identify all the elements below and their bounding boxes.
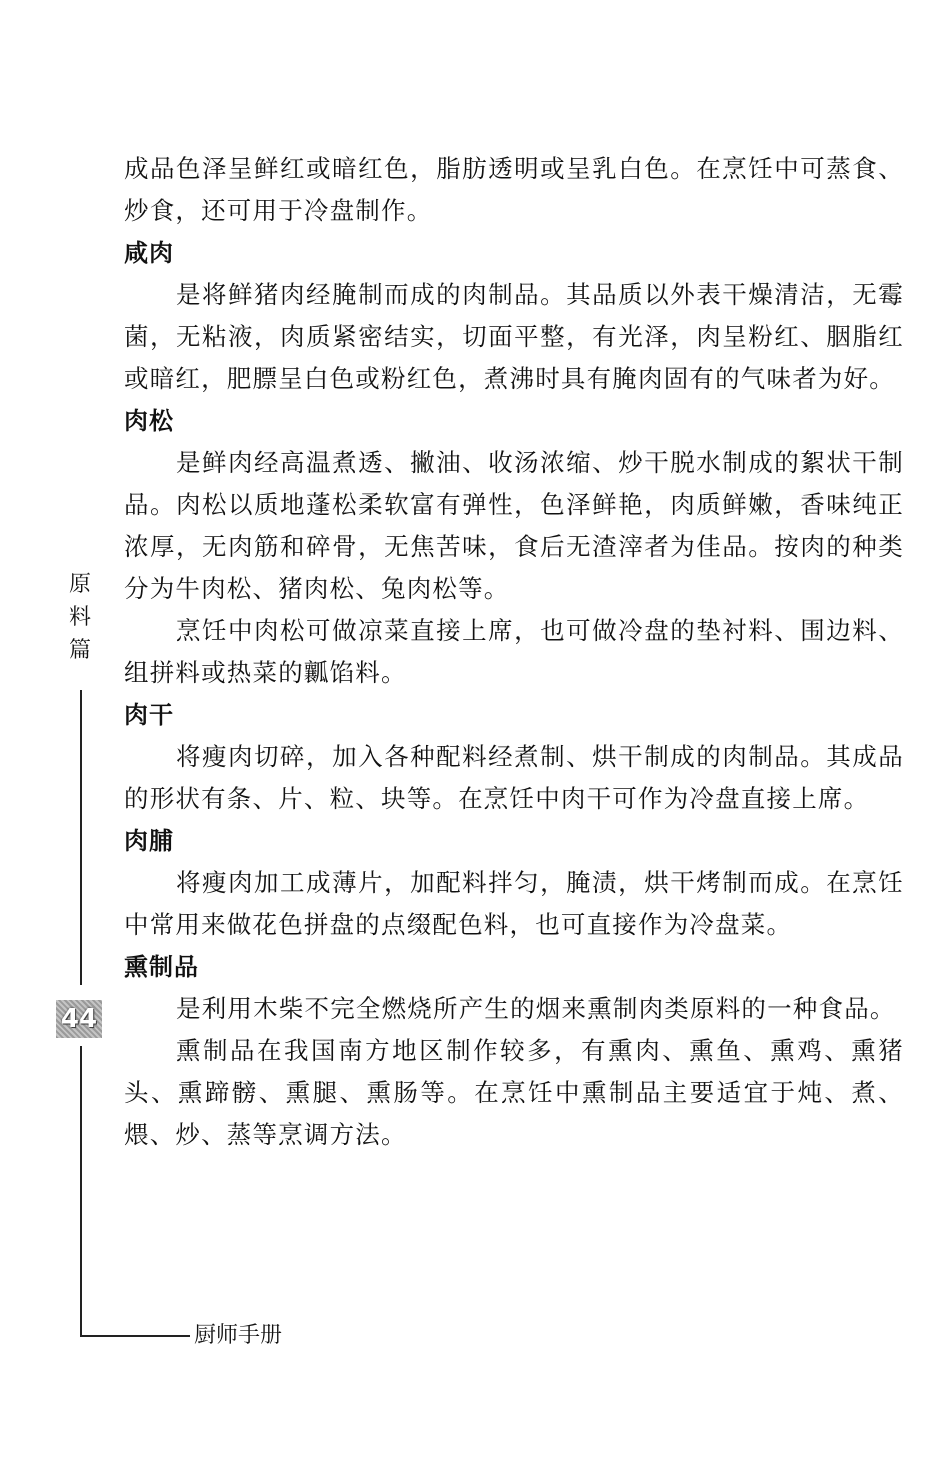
margin-rule-lower	[80, 1046, 82, 1336]
section-heading: 咸肉	[124, 239, 174, 267]
paragraph: 是将鲜猪肉经腌制而成的肉制品。其品质以外表干燥清洁，无霉菌，无粘液，肉质紧密结实，切面平整，有光泽，肉呈粉红、胭脂红或暗红，肥膘呈白色或粉红色，煮沸时具有腌肉固有的气味者为好。	[124, 280, 904, 393]
paragraph: 熏制品在我国南方地区制作较多，有熏肉、熏鱼、熏鸡、熏猪头、熏蹄髈、熏腿、熏肠等。在烹饪中熏制品主要适宜于炖、煮、煨、炒、蒸等烹调方法。	[124, 1036, 904, 1149]
section-heading: 肉松	[124, 407, 174, 435]
paragraph: 是利用木柴不完全燃烧所产生的烟来熏制肉类原料的一种食品。	[176, 994, 896, 1023]
paragraph: 成品色泽呈鲜红或暗红色，脂肪透明或呈乳白色。在烹饪中可蒸食、炒食，还可用于冷盘制作。	[124, 154, 904, 225]
footer-rule	[80, 1335, 190, 1337]
section-heading: 肉脯	[124, 827, 174, 855]
book-title: 厨师手册	[194, 1323, 283, 1348]
paragraph: 将瘦肉切碎，加入各种配料经煮制、烘干制成的肉制品。其成品的形状有条、片、粒、块等。在烹饪中肉干可作为冷盘直接上席。	[124, 742, 904, 813]
body-text	[124, 148, 904, 1156]
paragraph: 是鲜肉经高温煮透、撇油、收汤浓缩、炒干脱水制成的絮状干制品。肉松以质地蓬松柔软富有弹性，色泽鲜艳，肉质鲜嫩，香味纯正浓厚，无肉筋和碎骨，无焦苦味，食后无渣滓者为佳品。按肉的种类分为牛肉松、猪肉松、兔肉松等。	[124, 448, 904, 603]
section-side-label: 原料篇	[68, 572, 91, 663]
section-heading: 熏制品	[124, 953, 199, 981]
paragraph: 将瘦肉加工成薄片，加配料拌匀，腌渍，烘干烤制而成。在烹饪中常用来做花色拼盘的点缀配色料，也可直接作为冷盘菜。	[124, 868, 904, 939]
margin-rule-upper	[80, 690, 82, 985]
section-heading: 肉干	[124, 701, 174, 729]
paragraph: 烹饪中肉松可做凉菜直接上席，也可做冷盘的垫衬料、围边料、组拼料或热菜的瓤馅料。	[124, 616, 904, 687]
page-number: 44	[56, 1000, 102, 1038]
